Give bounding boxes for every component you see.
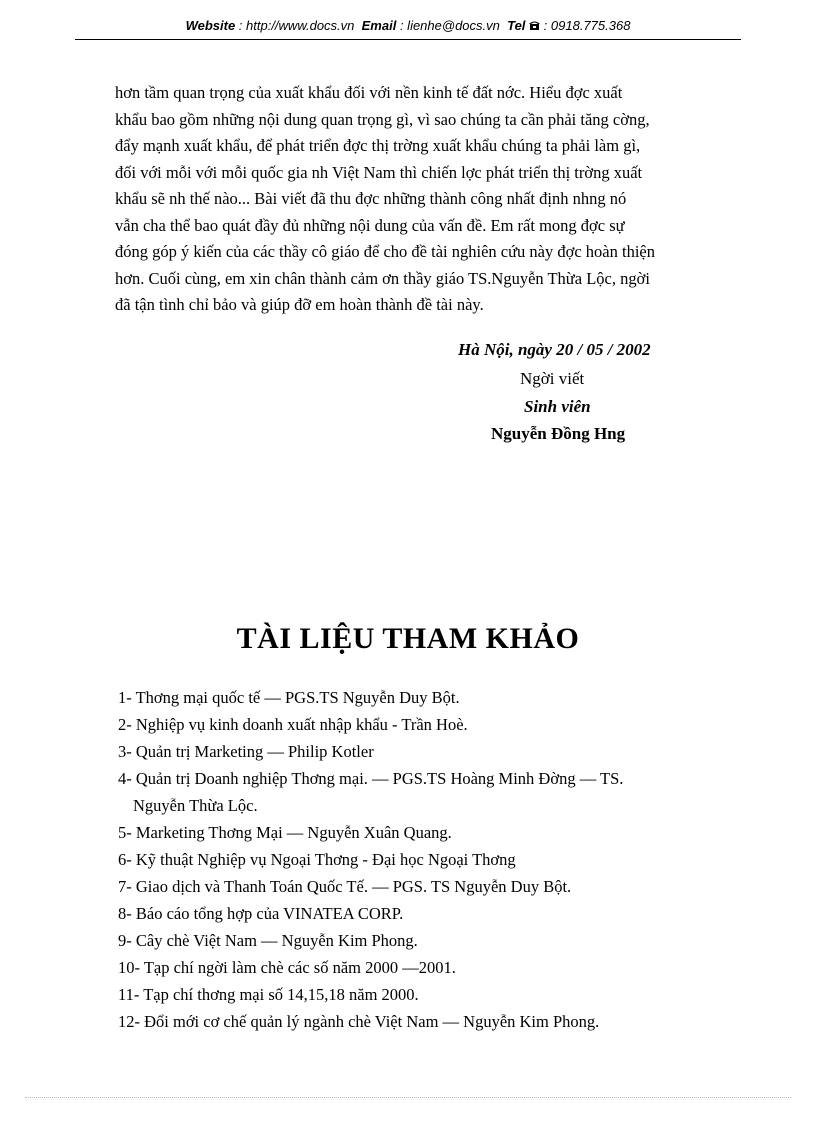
reference-item: 10- Tạp chí ngời làm chè các số năm 2000 —2001.: [118, 958, 456, 977]
email-label: Email: [361, 18, 397, 33]
conclusion-paragraph: [115, 80, 742, 319]
tel-label: Tel: [507, 18, 526, 33]
signature-role: Ngời viết: [520, 369, 585, 388]
header-divider: [75, 39, 741, 40]
paragraph-line: hơn tầm quan trọng của xuất khẩu đối với nền kinh tế đất nớc. Hiểu đợc xuất: [115, 83, 623, 102]
reference-item: 5- Marketing Thơng Mại — Nguyễn Xuân Quang.: [118, 823, 452, 842]
signature-name: Nguyễn Đồng Hng: [491, 424, 626, 443]
paragraph-line: đẩy mạnh xuất khẩu, để phát triển đợc thị trờng xuất khẩu chúng ta phải làm gì,: [115, 136, 641, 155]
website-value[interactable]: : http://www.docs.vn: [238, 18, 355, 33]
reference-item: 7- Giao dịch và Thanh Toán Quốc Tế. — PGS. TS Nguyễn Duy Bột.: [118, 877, 572, 896]
email-value[interactable]: : lienhe@docs.vn: [399, 18, 500, 33]
reference-item: 4- Quản trị Doanh nghiệp Thơng mại. — PGS.TS Hoàng Minh Đờng — TS.: [118, 769, 624, 788]
paragraph-line: khẩu sẽ nh thế nào... Bài viết đã thu đợc những thành công nhất định nhng nó: [115, 189, 627, 208]
reference-item: 8- Báo cáo tổng hợp của VINATEA CORP.: [118, 904, 404, 923]
signature-date: Hà Nội, ngày 20 / 05 / 2002: [458, 340, 651, 359]
references-list: [118, 684, 718, 1035]
paragraph-line: đối với mỗi với mỗi quốc gia nh Việt Nam thì chiến lợc phát triển thị trờng xuất: [115, 162, 643, 182]
references-heading: TÀI LIỆU THAM KHẢO: [236, 622, 580, 655]
reference-item-continuation: Nguyễn Thừa Lộc.: [133, 796, 258, 815]
reference-item: 1- Thơng mại quốc tế — PGS.TS Nguyễn Duy Bột.: [118, 688, 460, 707]
reference-item: 12- Đổi mới cơ chế quản lý ngành chè Việt Nam — Nguyễn Kim Phong.: [118, 1012, 600, 1031]
reference-item: 9- Cây chè Việt Nam — Nguyễn Kim Phong.: [118, 931, 418, 950]
tel-value: : 0918.775.368: [543, 18, 631, 33]
reference-item: 2- Nghiệp vụ kinh doanh xuất nhập khẩu - Trần Hoè.: [118, 715, 468, 734]
paragraph-line: đóng góp ý kiến của các thầy cô giáo để cho đề tài nghiên cứu này đợc hoàn thiện: [115, 242, 655, 261]
footer-divider: [25, 1097, 791, 1098]
reference-item: 3- Quản trị Marketing — Philip Kotler: [118, 742, 374, 761]
paragraph-line: đã tận tình chỉ bảo và giúp đỡ em hoàn thành đề tài này.: [115, 295, 484, 314]
page-header: [0, 18, 816, 33]
paragraph-line: vẫn cha thể bao quát đầy đủ những nội dung của vấn đề. Em rất mong đợc sự: [115, 215, 625, 235]
reference-item: 6- Kỹ thuật Nghiệp vụ Ngoại Thơng - Đại học Ngoại Thơng: [118, 850, 516, 869]
paragraph-line: hơn. Cuối cùng, em xin chân thành cảm ơn thầy giáo TS.Nguyễn Thừa Lộc, ngời: [115, 268, 650, 288]
signature-title: Sinh viên: [524, 397, 591, 416]
paragraph-line: khẩu bao gồm những nội dung quan trọng gì, vì sao chúng ta cần phải tăng cờng,: [115, 109, 650, 129]
phone-icon: [529, 20, 540, 31]
website-label: Website: [185, 18, 236, 33]
reference-item: 11- Tạp chí thơng mại số 14,15,18 năm 2000.: [118, 985, 419, 1004]
